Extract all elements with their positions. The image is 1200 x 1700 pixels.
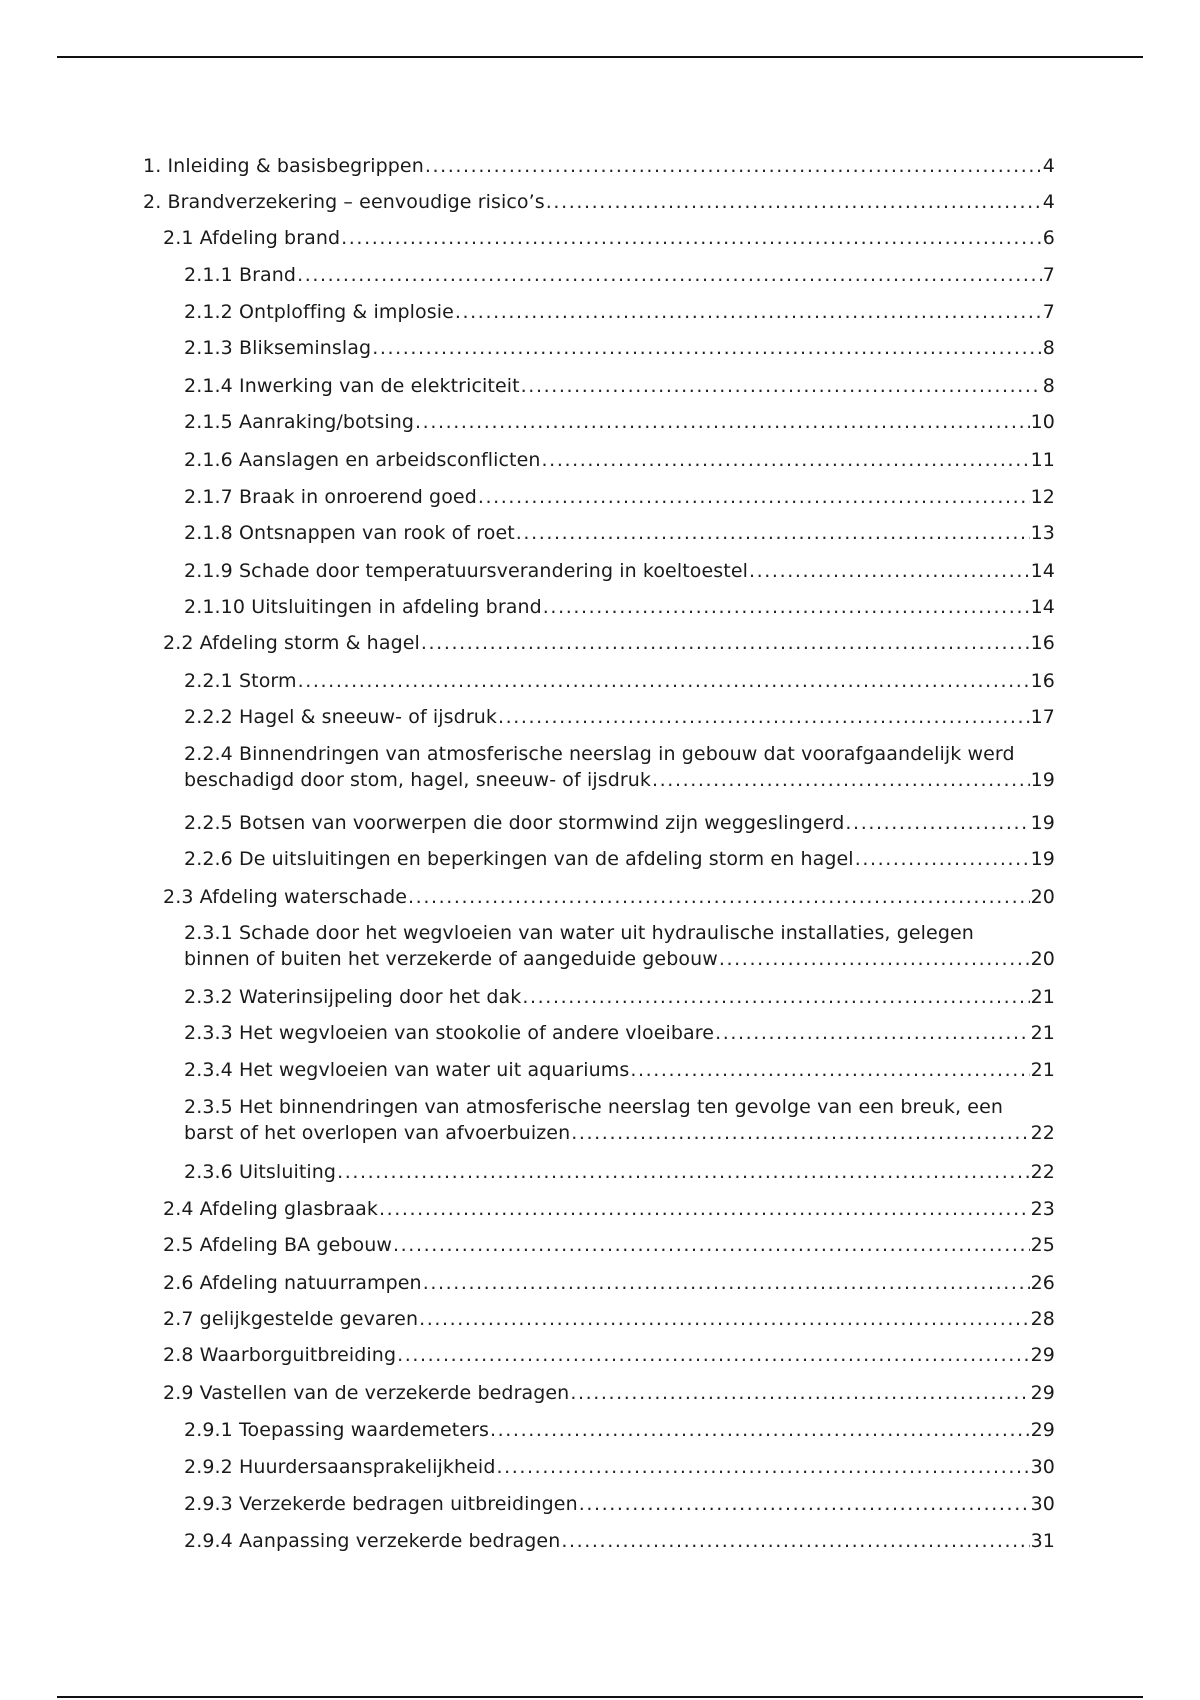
dot-leader xyxy=(379,1196,1030,1222)
toc-entry[interactable] xyxy=(163,1306,1055,1332)
toc-entry-title: 2.1 Afdeling brand xyxy=(163,227,341,249)
toc-entry-title: 2.8 Waarborguitbreiding xyxy=(163,1344,397,1366)
dot-leader xyxy=(521,373,1042,399)
toc-entry-title: 2.1.2 Ontploffing & implosie xyxy=(184,301,454,323)
dot-leader xyxy=(516,520,1030,546)
toc-entry-title-continued: barst of het overlopen van afvoerbuizen xyxy=(184,1122,571,1144)
dot-leader xyxy=(561,1528,1029,1554)
toc-entry-title: 2.1.9 Schade door temperatuursverandering in koeltoestel xyxy=(184,560,749,582)
toc-page-number: 6 xyxy=(1042,227,1055,249)
toc-entry-title: 2.9 Vastellen van de verzekerde bedragen xyxy=(163,1382,570,1404)
dot-leader xyxy=(579,1491,1030,1517)
toc-page-number: 17 xyxy=(1030,706,1055,728)
toc-page-number: 19 xyxy=(1030,769,1055,791)
toc-page-number: 21 xyxy=(1030,1059,1055,1081)
toc-page-number: 13 xyxy=(1030,522,1055,544)
dot-leader xyxy=(455,299,1042,325)
toc-entry[interactable] xyxy=(163,630,1055,656)
toc-entry[interactable] xyxy=(184,704,1055,730)
toc-entry[interactable] xyxy=(163,1232,1055,1258)
toc-entry-title: 2.9.3 Verzekerde bedragen uitbreidingen xyxy=(184,1493,578,1515)
toc-page-number: 19 xyxy=(1030,848,1055,870)
toc-entry-title: 2.1.5 Aanraking/botsing xyxy=(184,411,415,433)
toc-page-number: 11 xyxy=(1030,449,1055,471)
toc-entry[interactable] xyxy=(184,1454,1055,1480)
toc-entry[interactable] xyxy=(184,1094,1055,1146)
toc-entry[interactable] xyxy=(184,484,1055,510)
toc-entry-title: 2.1.10 Uitsluitingen in afdeling brand xyxy=(184,596,542,618)
dot-leader xyxy=(423,1270,1030,1296)
dot-leader xyxy=(630,1057,1029,1083)
dot-leader xyxy=(397,1342,1030,1368)
dot-leader xyxy=(498,704,1030,730)
toc-entry[interactable] xyxy=(184,668,1055,694)
toc-entry[interactable] xyxy=(184,299,1055,325)
toc-entry-title: 2.3.6 Uitsluiting xyxy=(184,1161,337,1183)
toc-entry[interactable] xyxy=(163,1270,1055,1296)
toc-entry-title: 2.2.1 Storm xyxy=(184,670,297,692)
toc-entry-title: 2.1.8 Ontsnappen van rook of roet xyxy=(184,522,515,544)
toc-entry-title: 2.1.1 Brand xyxy=(184,264,297,286)
footer-rule xyxy=(57,1696,1143,1698)
toc-entry-title: 2.2.6 De uitsluitingen en beperkingen van de afdeling storm en hagel xyxy=(184,848,854,870)
toc-entry-title: 2.2 Afdeling storm & hagel xyxy=(163,632,420,654)
dot-leader xyxy=(571,1120,1029,1146)
toc-page-number: 23 xyxy=(1030,1198,1055,1220)
dot-leader xyxy=(425,153,1042,179)
dot-leader xyxy=(298,668,1030,694)
toc-entry[interactable] xyxy=(184,594,1055,620)
toc-page-number: 8 xyxy=(1042,375,1055,397)
dot-leader xyxy=(715,1020,1030,1046)
toc-page-number: 4 xyxy=(1042,155,1055,177)
dot-leader xyxy=(421,630,1030,656)
toc-entry[interactable] xyxy=(184,335,1055,361)
toc-entry[interactable] xyxy=(184,558,1055,584)
toc-entry-title: 2.1.4 Inwerking van de elektriciteit xyxy=(184,375,520,397)
toc-entry-title: 1. Inleiding & basisbegrippen xyxy=(143,155,424,177)
toc-entry[interactable] xyxy=(184,1020,1055,1046)
toc-entry[interactable] xyxy=(184,1057,1055,1083)
toc-entry-title-continued: beschadigd door stom, hagel, sneeuw- of ijsdruk xyxy=(184,769,652,791)
dot-leader xyxy=(337,1159,1030,1185)
toc-entry-title: 2.3 Afdeling waterschade xyxy=(163,886,408,908)
dot-leader xyxy=(490,1417,1030,1443)
toc-entry-title: 2.7 gelijkgestelde gevaren xyxy=(163,1308,419,1330)
toc-page-number: 31 xyxy=(1030,1530,1055,1552)
toc-entry[interactable] xyxy=(163,884,1055,910)
toc-entry-title: 2.6 Afdeling natuurrampen xyxy=(163,1272,422,1294)
toc-entry[interactable] xyxy=(184,373,1055,399)
toc-entry[interactable] xyxy=(163,1342,1055,1368)
toc-entry[interactable] xyxy=(184,262,1055,288)
toc-page-number: 21 xyxy=(1030,1022,1055,1044)
dot-leader xyxy=(719,946,1030,972)
toc-page-number: 30 xyxy=(1030,1493,1055,1515)
dot-leader xyxy=(570,1380,1029,1406)
toc-page-number: 7 xyxy=(1042,264,1055,286)
toc-entry-title: 2.3.5 Het binnendringen van atmosferische neerslag ten gevolge van een breuk, een xyxy=(184,1096,1004,1118)
dot-leader xyxy=(652,767,1030,793)
toc-page-number: 28 xyxy=(1030,1308,1055,1330)
toc-entry[interactable] xyxy=(184,520,1055,546)
dot-leader xyxy=(408,884,1030,910)
dot-leader xyxy=(855,846,1030,872)
toc-entry[interactable] xyxy=(184,810,1055,836)
toc-entry[interactable] xyxy=(184,846,1055,872)
dot-leader xyxy=(542,447,1030,473)
toc-entry-title: 2.2.4 Binnendringen van atmosferische neerslag in gebouw dat voorafgaandelijk werd xyxy=(184,743,1015,765)
dot-leader xyxy=(419,1306,1030,1332)
toc-entry-title-continued: binnen of buiten het verzekerde of aangeduide gebouw xyxy=(184,948,718,970)
toc-entry[interactable] xyxy=(184,920,1055,972)
toc-page-number: 19 xyxy=(1030,812,1055,834)
toc-page-number: 12 xyxy=(1030,486,1055,508)
toc-page-number: 21 xyxy=(1030,986,1055,1008)
toc-page-number: 29 xyxy=(1030,1419,1055,1441)
dot-leader xyxy=(478,484,1030,510)
toc-page-number: 20 xyxy=(1030,948,1055,970)
toc-entry[interactable] xyxy=(184,1159,1055,1185)
dot-leader xyxy=(543,594,1030,620)
dot-leader xyxy=(393,1232,1030,1258)
toc-entry[interactable] xyxy=(163,1380,1055,1406)
toc-page-number: 7 xyxy=(1042,301,1055,323)
toc-page-number: 25 xyxy=(1030,1234,1055,1256)
dot-leader xyxy=(341,225,1042,251)
toc-page-number: 22 xyxy=(1030,1122,1055,1144)
toc-entry[interactable] xyxy=(184,409,1055,435)
toc-entry[interactable] xyxy=(184,1528,1055,1554)
toc-entry-title: 2.1.6 Aanslagen en arbeidsconflicten xyxy=(184,449,541,471)
toc-entry[interactable] xyxy=(184,741,1055,793)
toc-entry-title: 2.3.2 Waterinsijpeling door het dak xyxy=(184,986,522,1008)
toc-entry-title: 2.5 Afdeling BA gebouw xyxy=(163,1234,393,1256)
toc-page-number: 14 xyxy=(1030,596,1055,618)
toc-entry-title: 2.3.1 Schade door het wegvloeien van water uit hydraulische installaties, gelegen xyxy=(184,922,974,944)
toc-entry-title: 2.9.2 Huurdersaansprakelijkheid xyxy=(184,1456,496,1478)
dot-leader xyxy=(372,335,1042,361)
toc-page-number: 26 xyxy=(1030,1272,1055,1294)
dot-leader xyxy=(496,1454,1029,1480)
toc-page-number: 29 xyxy=(1030,1382,1055,1404)
toc-entry-title: 2.9.4 Aanpassing verzekerde bedragen xyxy=(184,1530,561,1552)
toc-entry-title: 2.4 Afdeling glasbraak xyxy=(163,1198,378,1220)
dot-leader xyxy=(749,558,1030,584)
toc-entry-title: 2.3.4 Het wegvloeien van water uit aquariums xyxy=(184,1059,630,1081)
toc-entry[interactable] xyxy=(184,984,1055,1010)
dot-leader xyxy=(546,189,1042,215)
toc-entry-title: 2.1.7 Braak in onroerend goed xyxy=(184,486,477,508)
toc-entry-title: 2. Brandverzekering – eenvoudige risico’s xyxy=(143,191,545,213)
toc-entry[interactable] xyxy=(184,447,1055,473)
toc-page-number: 8 xyxy=(1042,337,1055,359)
toc-page-number: 30 xyxy=(1030,1456,1055,1478)
toc-entry[interactable] xyxy=(163,1196,1055,1222)
toc-entry-title: 2.2.2 Hagel & sneeuw- of ijsdruk xyxy=(184,706,497,728)
toc-entry-title: 2.3.3 Het wegvloeien van stookolie of andere vloeibare xyxy=(184,1022,715,1044)
toc-entry[interactable] xyxy=(143,189,1055,215)
toc-entry-title: 2.2.5 Botsen van voorwerpen die door stormwind zijn weggeslingerd xyxy=(184,812,845,834)
toc-page-number: 14 xyxy=(1030,560,1055,582)
toc-page-number: 16 xyxy=(1030,670,1055,692)
dot-leader xyxy=(297,262,1042,288)
dot-leader xyxy=(522,984,1029,1010)
toc-page-number: 10 xyxy=(1030,411,1055,433)
toc-entry-title: 2.1.3 Blikseminslag xyxy=(184,337,372,359)
toc-page-number: 4 xyxy=(1042,191,1055,213)
toc-entry[interactable] xyxy=(184,1417,1055,1443)
dot-leader xyxy=(845,810,1029,836)
toc-entry[interactable] xyxy=(184,1491,1055,1517)
toc-page-number: 22 xyxy=(1030,1161,1055,1183)
toc-page-number: 29 xyxy=(1030,1344,1055,1366)
toc-page-number: 20 xyxy=(1030,886,1055,908)
dot-leader xyxy=(415,409,1030,435)
toc-page-number: 16 xyxy=(1030,632,1055,654)
toc-entry[interactable] xyxy=(163,225,1055,251)
toc-entry-title: 2.9.1 Toepassing waardemeters xyxy=(184,1419,490,1441)
toc-entry[interactable] xyxy=(143,153,1055,179)
